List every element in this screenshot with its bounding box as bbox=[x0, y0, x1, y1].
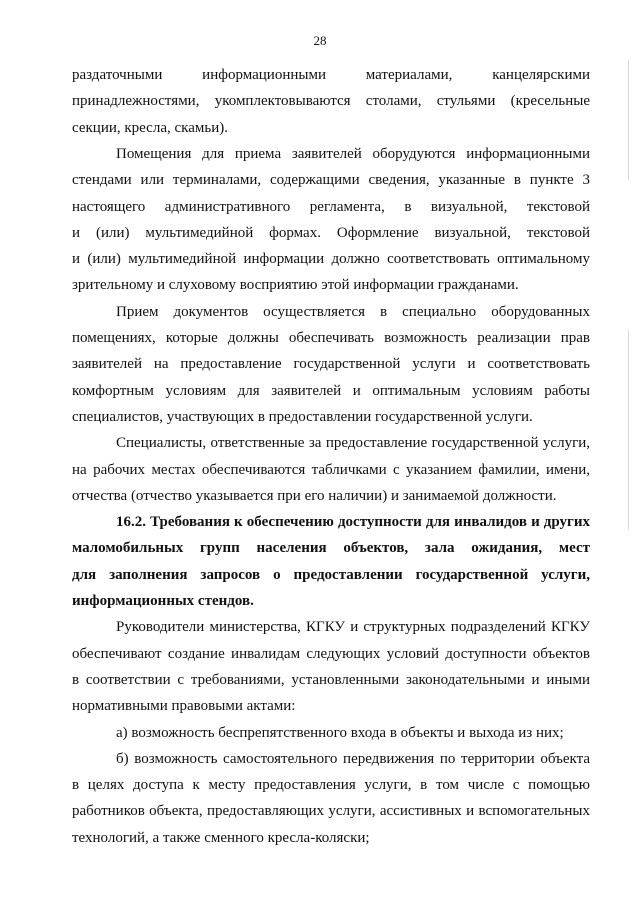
paragraph-line: зрительному и слуховому восприятию этой информации гражданами. bbox=[72, 277, 519, 294]
paragraph-line: Специалисты, ответственные за предоставление государственной услуги, bbox=[116, 435, 590, 452]
paragraph-line: отчества (отчество указывается при его наличии) и занимаемой должности. bbox=[72, 487, 557, 504]
paragraph-line: настоящего административного регламента, в визуальной, текстовой bbox=[72, 198, 590, 215]
paragraph-line: Руководители министерства, КГКУ и структурных подразделений КГКУ bbox=[116, 619, 590, 636]
paragraph-line: в целях доступа к месту предоставления услуги, в том числе с помощью bbox=[72, 777, 590, 794]
paragraph-line: стендами или терминалами, содержащими сведения, указанные в пункте 3 bbox=[72, 172, 590, 189]
paragraph-line: принадлежностями, укомплектовываются столами, стульями (кресельные bbox=[72, 93, 590, 110]
paragraph-line: в соответствии с требованиями, установленными законодательными и иными bbox=[72, 671, 590, 688]
paragraph-line: на рабочих местах обеспечиваются табличками с указанием фамилии, имени, bbox=[72, 461, 590, 478]
paragraph-line: технологий, а также сменного кресла-коляски; bbox=[72, 829, 370, 846]
page-number: 28 bbox=[313, 33, 327, 48]
section-heading-line: маломобильных групп населения объектов, зала ожидания, мест bbox=[72, 540, 590, 557]
paragraph-line: раздаточными информационными материалами, канцелярскими bbox=[72, 67, 590, 83]
paragraph-line: заявителей на предоставление государственной услуги и соответствовать bbox=[72, 356, 590, 373]
paragraph-line: специалистов, участвующих в предоставлении государственной услуги. bbox=[72, 408, 533, 425]
paragraph-line: нормативными правовыми актами: bbox=[72, 698, 296, 715]
section-heading-line: 16.2. Требования к обеспечению доступности для инвалидов и других bbox=[116, 514, 590, 531]
paragraph-line: комфортным условиям для заявителей и оптимальным условиям работы bbox=[72, 382, 590, 399]
paragraph-line: работников объекта, предоставляющих услуги, ассистивных и вспомогательных bbox=[72, 803, 590, 820]
paragraph-line: Помещения для приема заявителей оборудуются информационными bbox=[116, 145, 590, 162]
paragraph-line: Прием документов осуществляется в специально оборудованных bbox=[116, 303, 590, 320]
paragraph-line: секции, кресла, скамьи). bbox=[72, 119, 228, 136]
scan-edge-mark bbox=[628, 330, 629, 530]
paragraph-line: и (или) мультимедийной формах. Оформление визуальной, текстовой bbox=[72, 224, 590, 241]
paragraph-line: помещениях, которые должны обеспечивать возможность реализации прав bbox=[72, 330, 590, 346]
paragraph-line: б) возможность самостоятельного передвижения по территории объекта bbox=[116, 750, 590, 767]
section-heading-line: информационных стендов. bbox=[72, 593, 254, 609]
scan-edge-mark bbox=[628, 60, 629, 180]
paragraph-line: обеспечивают создание инвалидам следующих условий доступности объектов bbox=[72, 645, 590, 662]
section-heading-line: для заполнения запросов о предоставлении государственной услуги, bbox=[72, 566, 590, 583]
paragraph-line: и (или) мультимедийной информации должно соответствовать оптимальному bbox=[72, 251, 590, 268]
paragraph-line: а) возможность беспрепятственного входа в объекты и выхода из них; bbox=[116, 724, 564, 741]
